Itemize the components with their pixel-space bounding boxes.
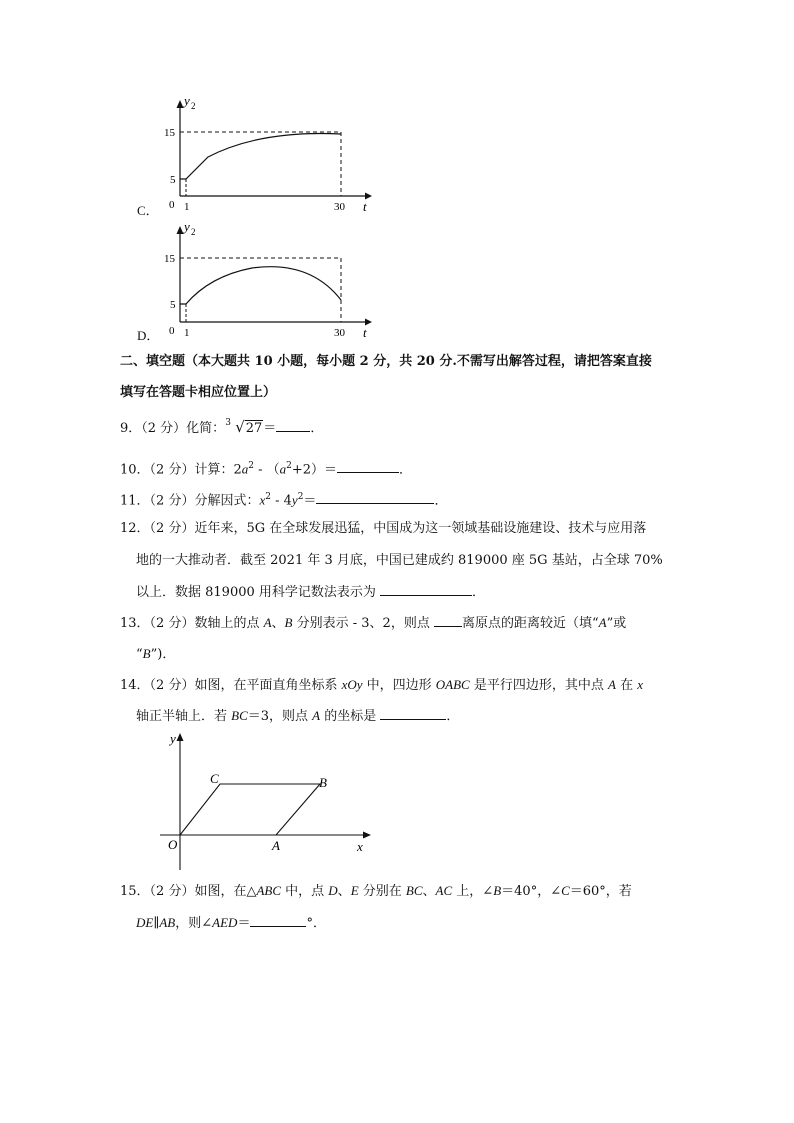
graph-d-tick-0: 0 xyxy=(169,325,175,337)
q13-answer-blank[interactable] xyxy=(434,614,462,627)
q14-x: x xyxy=(637,677,643,692)
q14-answer-blank[interactable] xyxy=(380,707,446,720)
q13-line2-close: ”)． xyxy=(150,647,176,662)
q15-sep2: 、 xyxy=(422,884,436,899)
q15-AED: AED xyxy=(212,915,238,930)
q9-answer-blank[interactable] xyxy=(276,419,310,432)
graph-c xyxy=(160,92,380,216)
option-c-label: C． xyxy=(137,203,159,218)
q12-end: ． xyxy=(472,585,486,600)
question-12-line3 xyxy=(136,583,485,602)
q15-part2: 中，点 xyxy=(281,884,329,899)
q14-BC: BC xyxy=(231,708,248,723)
q15-part5: ＝40°，∠ xyxy=(501,884,562,899)
graph-d xyxy=(160,218,380,342)
fig14-y-arrow xyxy=(177,733,184,741)
q14-xOy: xOy xyxy=(341,677,363,692)
q9-eq: ＝ xyxy=(263,421,277,436)
question-13-line2 xyxy=(136,645,175,664)
graph-c-y-label: y xyxy=(184,93,190,108)
question-12-line2: 地的一大推动者．截至 2021 年 3 月底，中国已建成约 819000 座 5G 基站，占全球 70% xyxy=(136,553,663,568)
graph-c-t-label: t xyxy=(363,199,367,214)
fig14-parallelogram xyxy=(180,784,320,835)
option-d-label: D． xyxy=(137,328,160,343)
graph-c-tick-30: 30 xyxy=(334,201,345,213)
q9-cube-root: 3 √27 xyxy=(225,418,263,438)
q11-y: y xyxy=(291,492,298,508)
q14-line2-b: ＝3，则点 xyxy=(247,709,313,724)
q12-line3-text: 以上．数据 819000 用科学记数法表示为 xyxy=(136,585,376,600)
graph-d-tick-1: 1 xyxy=(184,327,190,339)
section-title-line2: 填写在答题卡相应位置上） xyxy=(120,385,277,400)
question-13-line1 xyxy=(120,614,626,633)
q13-part4: ”或 xyxy=(606,616,627,631)
q11-prefix: 11．（2 分）分解因式： xyxy=(120,493,260,509)
graph-c-y-sub: 2 xyxy=(191,101,196,111)
q13-A2: A xyxy=(598,615,607,630)
q10-exp1: 2 xyxy=(248,461,254,471)
q13-A: A xyxy=(263,615,272,630)
question-14-line1 xyxy=(120,676,643,695)
q10-answer-blank[interactable] xyxy=(337,460,399,473)
q15-part1: 15．（2 分）如图，在△ xyxy=(120,884,257,899)
question-15-line1 xyxy=(120,882,632,901)
graph-c-curve xyxy=(180,133,341,179)
q15-C: C xyxy=(561,883,570,898)
q15-line2-a: ，则∠ xyxy=(175,916,213,931)
graph-c-tick-1: 1 xyxy=(184,201,190,213)
q11-exp1: 2 xyxy=(265,492,271,502)
q9-root-index: 3 xyxy=(225,418,231,428)
q12-answer-blank[interactable] xyxy=(380,583,472,596)
graph-c-tick-5: 5 xyxy=(170,174,176,186)
q15-sep: 、 xyxy=(337,884,351,899)
graph-d-y-arrow xyxy=(177,226,184,234)
q15-end: °． xyxy=(306,916,326,931)
q14-OABC: OABC xyxy=(435,677,470,692)
q10-mid: - （ xyxy=(253,462,280,478)
fig14-label-O: O xyxy=(168,837,178,852)
q14-part4: 在 xyxy=(615,678,638,693)
q14-part2: 中，四边形 xyxy=(362,678,436,693)
q9-radicand: 27 xyxy=(245,421,263,436)
q15-line2-b: ＝ xyxy=(237,916,251,931)
question-15-line2 xyxy=(136,914,326,933)
q15-part6: ＝60°，若 xyxy=(569,884,632,899)
graph-c-y-arrow xyxy=(177,100,184,108)
q10-a2: a xyxy=(279,461,287,477)
q14-part1: 14．（2 分）如图，在平面直角坐标系 xyxy=(120,678,342,693)
q9-prefix: 9．（2 分）化简： xyxy=(120,421,226,436)
q13-B: B xyxy=(284,615,293,630)
q10-prefix: 10．（2 分）计算：2 xyxy=(120,462,242,478)
graph-d-tick-15: 15 xyxy=(164,253,175,265)
q15-part3: 分别在 xyxy=(358,884,406,899)
q13-B2: B xyxy=(142,646,151,661)
question-12-line1: 12．（2 分）近年来，5G 在全球发展迅猛，中国成为这一领域基础设施建设、技术与应用落 xyxy=(120,521,647,536)
q15-E: E xyxy=(350,883,359,898)
fig14-label-B: B xyxy=(319,775,327,790)
q13-part1: 13．（2 分）数轴上的点 xyxy=(120,616,264,631)
q15-parallel: ∥ xyxy=(153,916,160,931)
q11-x: x xyxy=(259,492,266,508)
q9-end: ． xyxy=(310,421,324,436)
graph-c-tick-15: 15 xyxy=(164,127,175,139)
q11-mid: - 4 xyxy=(270,493,292,509)
graph-d-curve xyxy=(180,267,341,304)
question-9 xyxy=(120,418,323,438)
fig14-label-A: A xyxy=(272,838,280,853)
q15-BC: BC xyxy=(405,883,423,898)
q14-line2-a: 轴正半轴上．若 xyxy=(136,709,232,724)
q10-end: ． xyxy=(399,462,413,478)
section-title-line1: 二、填空题（本大题共 10 小题，每小题 2 分，共 20 分.不需写出解答过程，请把答案直接 xyxy=(120,354,652,369)
q10-a1: a xyxy=(241,461,249,477)
fig14-label-y: y xyxy=(170,731,176,746)
q15-ABC: ABC xyxy=(256,883,282,898)
q15-DE: DE xyxy=(136,915,154,930)
graph-d-tick-30: 30 xyxy=(334,327,345,339)
fig14-x-arrow xyxy=(363,832,371,839)
q15-AB: AB xyxy=(159,915,176,930)
q11-end: ． xyxy=(434,493,448,509)
q10-exp2: 2 xyxy=(286,461,292,471)
q13-part2: 分别表示 - 3、2，则点 xyxy=(292,616,430,631)
q15-part4: 上，∠ xyxy=(452,884,494,899)
fig14-label-x: x xyxy=(357,839,363,854)
q13-line2-open: “ xyxy=(136,647,143,662)
graph-d-y-sub: 2 xyxy=(191,227,196,237)
q14-part3: 是平行四边形，其中点 xyxy=(469,678,608,693)
q13-sep: 、 xyxy=(271,616,285,631)
q11-answer-blank[interactable] xyxy=(316,491,434,504)
question-10 xyxy=(120,457,412,479)
graph-d-y-label: y xyxy=(184,219,190,234)
q15-D: D xyxy=(328,883,338,898)
q14-A: A xyxy=(608,677,616,692)
q13-part3: 离原点的距离较近（填“ xyxy=(461,616,599,631)
graph-d-tick-5: 5 xyxy=(170,299,176,311)
q15-AC: AC xyxy=(435,883,453,898)
question-11 xyxy=(120,488,447,510)
fig14-label-C: C xyxy=(210,771,219,786)
q14-end: ． xyxy=(446,709,460,724)
q15-answer-blank[interactable] xyxy=(250,914,306,927)
q14-line2-c: 的坐标是 xyxy=(320,709,377,724)
q11-exp2: 2 xyxy=(297,492,304,502)
graph-c-tick-0: 0 xyxy=(169,199,175,211)
q10-rest: +2）＝ xyxy=(291,462,338,478)
q15-B: B xyxy=(493,883,502,898)
question-14-line2 xyxy=(136,707,459,726)
graph-d-t-label: t xyxy=(363,325,367,340)
q11-eq: ＝ xyxy=(303,493,317,509)
q14-A2: A xyxy=(312,708,321,723)
figure-14-coordinate-plane xyxy=(160,728,380,874)
